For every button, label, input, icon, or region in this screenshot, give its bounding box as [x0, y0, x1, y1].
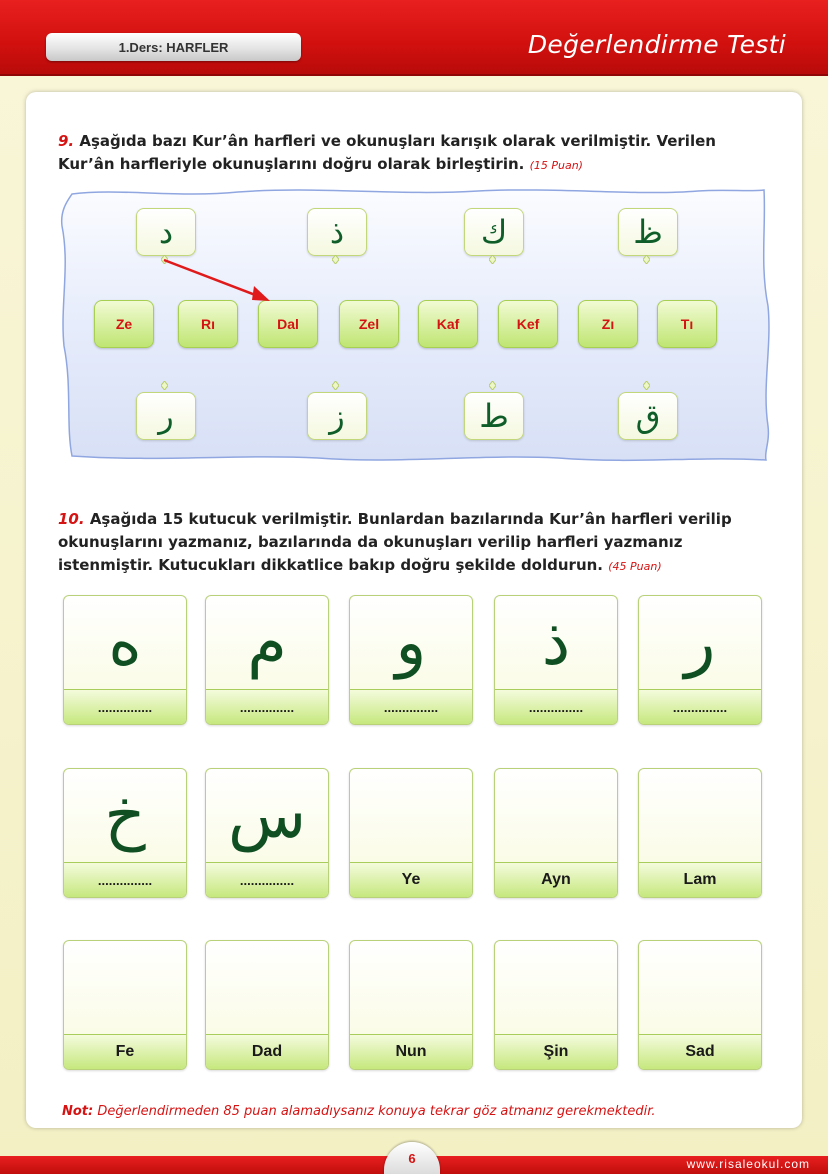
letter-answer-area[interactable] — [495, 945, 617, 1031]
box-letter: ر — [684, 606, 716, 680]
letter-answer-area[interactable] — [64, 945, 186, 1031]
bottom-letter-ri[interactable]: ر — [136, 392, 196, 440]
letter-answer-area[interactable] — [639, 773, 761, 859]
answer-line[interactable]: ............... — [64, 862, 186, 897]
question-10-points: (45 Puan) — [608, 560, 662, 573]
box-name-label: Ayn — [495, 862, 617, 897]
letter-box-1[interactable] — [63, 595, 187, 725]
top-letter-dal[interactable]: د — [136, 208, 196, 256]
letter-box-2[interactable] — [205, 595, 329, 725]
example-arrow — [58, 186, 772, 464]
note-text: Değerlendirmeden 85 puan alamadıysanız konuya tekrar göz atmanız gerekmektedir. — [97, 1104, 656, 1119]
question-10 — [58, 508, 758, 578]
footer-note — [62, 1104, 655, 1119]
name-box-lam[interactable] — [638, 768, 762, 898]
name-box-sad[interactable] — [638, 940, 762, 1070]
name-box-fe[interactable] — [63, 940, 187, 1070]
box-letter: خ — [104, 779, 146, 853]
letter-answer-area[interactable] — [206, 945, 328, 1031]
note-prefix: Not: — [62, 1104, 94, 1119]
answer-line[interactable]: ............... — [495, 689, 617, 724]
name-pill-ti[interactable]: Tı — [657, 300, 717, 348]
name-pill-kef[interactable]: Kef — [498, 300, 558, 348]
name-box-ye[interactable] — [349, 768, 473, 898]
question-9-number: 9. — [58, 132, 75, 150]
site-url[interactable]: www.risaleokul.com — [686, 1157, 810, 1171]
top-letter-zi[interactable]: ظ — [618, 208, 678, 256]
bottom-letter-ze[interactable]: ز — [307, 392, 367, 440]
letter-answer-area[interactable] — [639, 945, 761, 1031]
box-letter: م — [247, 606, 287, 680]
page-header — [0, 0, 828, 76]
name-box-sin[interactable] — [494, 940, 618, 1070]
letter-box-5[interactable] — [638, 595, 762, 725]
name-pill-dal[interactable]: Dal — [258, 300, 318, 348]
question-9-points: (15 Puan) — [529, 159, 583, 172]
box-name-label: Sad — [639, 1034, 761, 1069]
box-letter: ه — [108, 606, 142, 680]
letter-answer-area[interactable] — [350, 773, 472, 859]
box-name-label: Lam — [639, 862, 761, 897]
box-name-label: Ye — [350, 862, 472, 897]
box-letter: و — [395, 606, 427, 680]
name-box-nun[interactable] — [349, 940, 473, 1070]
page-number: 6 — [384, 1142, 440, 1174]
top-letter-kef[interactable]: ك — [464, 208, 524, 256]
box-name-label: Nun — [350, 1034, 472, 1069]
letter-box-3[interactable] — [349, 595, 473, 725]
box-letter: س — [227, 779, 307, 853]
letter-box-6[interactable] — [63, 768, 187, 898]
answer-line[interactable]: ............... — [206, 862, 328, 897]
page-title: Değerlendirme Testi — [527, 30, 786, 59]
bottom-letter-ti[interactable]: ط — [464, 392, 524, 440]
answer-line[interactable]: ............... — [206, 689, 328, 724]
letter-box-7[interactable] — [205, 768, 329, 898]
matching-panel — [58, 186, 772, 464]
name-pill-kaf[interactable]: Kaf — [418, 300, 478, 348]
question-10-number: 10. — [58, 510, 85, 528]
lesson-label: 1.Ders: HARFLER — [46, 33, 301, 61]
answer-line[interactable]: ............... — [350, 689, 472, 724]
box-name-label: Fe — [64, 1034, 186, 1069]
name-pill-ri[interactable]: Rı — [178, 300, 238, 348]
answer-line[interactable]: ............... — [64, 689, 186, 724]
bottom-letter-kaf[interactable]: ق — [618, 392, 678, 440]
name-pill-zel[interactable]: Zel — [339, 300, 399, 348]
answer-line[interactable]: ............... — [639, 689, 761, 724]
box-letter: ذ — [541, 606, 571, 680]
box-name-label: Dad — [206, 1034, 328, 1069]
box-name-label: Şin — [495, 1034, 617, 1069]
question-10-text: Aşağıda 15 kutucuk verilmiştir. Bunlardan bazılarında Kur’ân harfleri verilip okunuşlarını yazmanız, bazılarında da okunuşları verilip harfleri yazmanız istenmiştir. Kutucukları dikkatlice bakıp doğru şekilde doldurun. — [58, 510, 732, 574]
name-pill-zi[interactable]: Zı — [578, 300, 638, 348]
name-box-ayn[interactable] — [494, 768, 618, 898]
letter-box-4[interactable] — [494, 595, 618, 725]
letter-answer-area[interactable] — [350, 945, 472, 1031]
name-box-dad[interactable] — [205, 940, 329, 1070]
question-9-text: Aşağıda bazı Kur’ân harfleri ve okunuşları karışık olarak verilmiştir. Verilen Kur’ân harfleriyle okunuşlarını doğru olarak birleştirin. — [58, 132, 716, 173]
question-9 — [58, 130, 758, 177]
letter-answer-area[interactable] — [495, 773, 617, 859]
name-pill-ze[interactable]: Ze — [94, 300, 154, 348]
top-letter-zel[interactable]: ذ — [307, 208, 367, 256]
